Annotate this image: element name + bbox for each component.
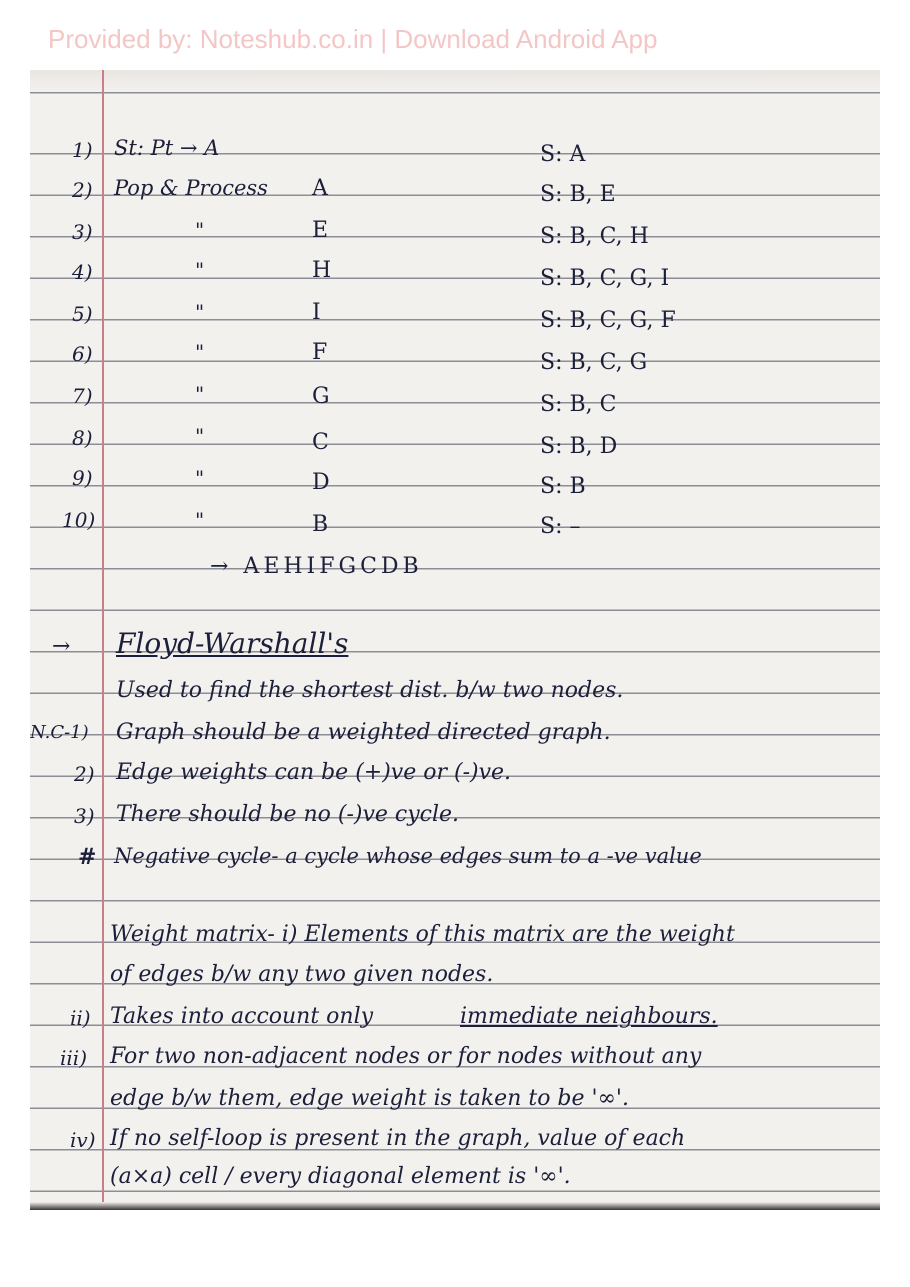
step-number: 1) bbox=[72, 138, 93, 162]
condition-text: Edge weights can be (+)ve or (-)ve. bbox=[116, 760, 512, 785]
ditto-mark: " bbox=[195, 218, 205, 242]
processed-node: I bbox=[312, 300, 321, 325]
ditto-mark: " bbox=[195, 508, 205, 532]
processed-node: D bbox=[312, 470, 330, 495]
weight-matrix-line: Weight matrix- i) Elements of this matrix are the weight bbox=[110, 922, 735, 947]
condition-text: There should be no (-)ve cycle. bbox=[116, 802, 460, 827]
margin-line bbox=[102, 70, 104, 1210]
processed-node: A bbox=[312, 176, 328, 201]
ditto-mark: " bbox=[195, 258, 205, 282]
ditto-mark: " bbox=[195, 300, 205, 324]
condition-number: 3) bbox=[74, 804, 95, 828]
processed-node: B bbox=[312, 512, 329, 537]
stack-state: S: B, E bbox=[540, 182, 616, 207]
stack-state: S: B, C, H bbox=[540, 224, 649, 249]
section-heading: Floyd-Warshall's bbox=[116, 627, 349, 660]
ditto-mark: " bbox=[195, 382, 205, 406]
dfs-result-sequence: → AEHIFGCDB bbox=[210, 554, 423, 579]
weight-matrix-line: of edges b/w any two given nodes. bbox=[110, 962, 494, 987]
step-number: 8) bbox=[72, 426, 93, 450]
condition-number: N.C-1) bbox=[30, 722, 89, 743]
step-number: 5) bbox=[72, 302, 93, 326]
stack-state: S: A bbox=[540, 142, 586, 167]
stack-state: S: – bbox=[540, 514, 581, 539]
point-text: Takes into account only bbox=[110, 1004, 374, 1029]
notebook-page bbox=[30, 70, 880, 1210]
step-number: 7) bbox=[72, 384, 93, 408]
note-hash-mark: # bbox=[78, 844, 97, 870]
point-text: For two non-adjacent nodes or for nodes without any bbox=[110, 1044, 702, 1069]
ditto-mark: " bbox=[195, 466, 205, 490]
point-number: ii) bbox=[70, 1006, 91, 1030]
ditto-mark: " bbox=[195, 340, 205, 364]
point-number: iv) bbox=[70, 1128, 96, 1152]
point-number: iii) bbox=[60, 1046, 87, 1070]
stack-state: S: B bbox=[540, 474, 586, 499]
heading-arrow: → bbox=[52, 634, 71, 659]
step-number: 2) bbox=[72, 178, 93, 202]
stack-state: S: B, C, G, I bbox=[540, 266, 670, 291]
point-text: If no self-loop is present in the graph, value of each bbox=[110, 1126, 686, 1151]
stack-state: S: B, C bbox=[540, 392, 617, 417]
page-top-edge bbox=[30, 70, 880, 92]
point-text-underlined: immediate neighbours. bbox=[460, 1004, 718, 1029]
step-text: St: Pt → A bbox=[114, 136, 220, 160]
processed-node: F bbox=[312, 340, 328, 365]
ditto-mark: " bbox=[195, 424, 205, 448]
step-number: 10) bbox=[62, 508, 96, 532]
step-number: 4) bbox=[72, 260, 93, 284]
condition-text: Graph should be a weighted directed graph. bbox=[116, 720, 611, 745]
point-text: edge b/w them, edge weight is taken to be '∞'. bbox=[110, 1086, 629, 1111]
processed-node: E bbox=[312, 218, 329, 243]
processed-node: H bbox=[312, 258, 332, 283]
processed-node: G bbox=[312, 384, 330, 409]
intro-text: Used to find the shortest dist. b/w two nodes. bbox=[116, 678, 624, 703]
negative-cycle-note: Negative cycle- a cycle whose edges sum to a -ve value bbox=[114, 844, 702, 868]
step-number: 3) bbox=[72, 220, 93, 244]
page-bottom-edge bbox=[30, 1202, 880, 1210]
stack-state: S: B, D bbox=[540, 434, 618, 459]
watermark-text: Provided by: Noteshub.co.in | Download Android App bbox=[48, 24, 658, 54]
processed-node: C bbox=[312, 430, 329, 455]
condition-number: 2) bbox=[74, 762, 95, 786]
point-text: (a×a) cell / every diagonal element is '∞'. bbox=[110, 1164, 571, 1189]
stack-state: S: B, C, G, F bbox=[540, 308, 676, 333]
step-text: Pop & Process bbox=[114, 176, 268, 200]
step-number: 6) bbox=[72, 342, 93, 366]
stack-state: S: B, C, G bbox=[540, 350, 648, 375]
step-number: 9) bbox=[72, 466, 93, 490]
